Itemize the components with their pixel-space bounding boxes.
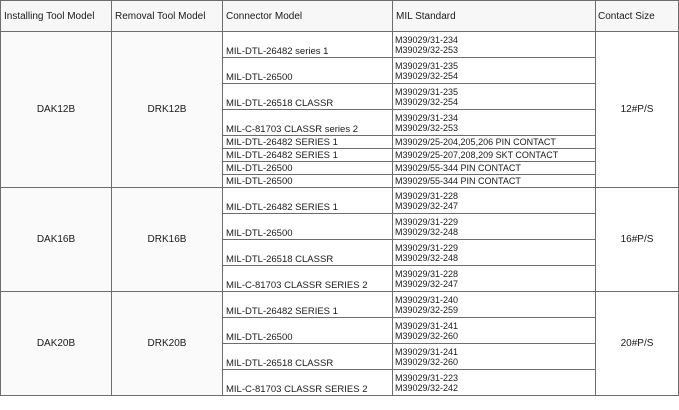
mil-standard-line: M39029/31-241: [395, 320, 459, 331]
mil-standard-cell: [393, 110, 596, 136]
connector-model-cell: MIL-DTL-26518 CLASSR: [223, 84, 393, 110]
mil-standard-line: M39029/55-344 PIN CONTACT: [395, 163, 521, 173]
mil-standard-line: M39029/25-207,208,209 SKT CONTACT: [395, 150, 559, 160]
connector-model-cell: MIL-DTL-26482 SERIES 1: [223, 292, 393, 318]
mil-standard-line: M39029/32-247: [395, 278, 459, 289]
mil-standard-line: M39029/32-254: [395, 96, 459, 107]
connector-model-cell: MIL-DTL-26518 CLASSR: [223, 240, 393, 266]
mil-standard-line: M39029/32-248: [395, 252, 459, 263]
table-row: [1, 292, 679, 318]
mil-standard-cell: [393, 318, 596, 344]
mil-standard-line: M39029/31-235: [395, 60, 459, 71]
mil-standard-line: M39029/32-260: [395, 356, 459, 367]
table-row: [1, 32, 679, 58]
mil-standard-cell: [393, 32, 596, 58]
connector-model-cell: MIL-DTL-26500: [223, 162, 393, 175]
connector-model-cell: MIL-DTL-26518 CLASSR: [223, 344, 393, 370]
mil-standard-line: M39029/31-229: [395, 216, 459, 227]
mil-standard-cell: [393, 136, 596, 149]
mil-standard-line: M39029/31-229: [395, 242, 459, 253]
mil-standard-line: M39029/32-253: [395, 44, 459, 55]
mil-standard-cell: [393, 214, 596, 240]
mil-standard-line: M39029/25-204,205,206 PIN CONTACT: [395, 137, 556, 147]
mil-standard-line: M39029/32-254: [395, 70, 459, 81]
mil-standard-line: M39029/31-228: [395, 190, 459, 201]
mil-standard-line: M39029/31-234: [395, 34, 459, 45]
contact-size: 16#P/S: [596, 188, 679, 292]
mil-standard-line: M39029/31-228: [395, 268, 459, 279]
mil-standard-line: M39029/32-242: [395, 382, 459, 393]
mil-standard-cell: [393, 188, 596, 214]
header-row: [1, 1, 679, 32]
removal-tool-model: DRK16B: [112, 188, 223, 292]
table-row: [1, 188, 679, 214]
table-body: [1, 32, 679, 396]
header-mil-standard: MIL Standard: [393, 1, 596, 32]
mil-standard-cell: [393, 84, 596, 110]
mil-standard-cell: [393, 266, 596, 292]
mil-standard-line: M39029/32-259: [395, 304, 459, 315]
connector-model-cell: MIL-DTL-26500: [223, 214, 393, 240]
mil-standard-cell: [393, 344, 596, 370]
installing-tool-model: DAK12B: [1, 32, 112, 188]
connector-model-cell: MIL-DTL-26500: [223, 318, 393, 344]
removal-tool-model: DRK12B: [112, 32, 223, 188]
connector-model-cell: MIL-DTL-26500: [223, 175, 393, 188]
connector-model-cell: MIL-C-81703 CLASSR series 2: [223, 110, 393, 136]
mil-standard-cell: [393, 292, 596, 318]
mil-standard-line: M39029/31-234: [395, 112, 459, 123]
mil-standard-line: M39029/31-223: [395, 372, 459, 383]
contact-size: 12#P/S: [596, 32, 679, 188]
header-removal-tool: Removal Tool Model: [112, 1, 223, 32]
connector-model-cell: MIL-DTL-26482 SERIES 1: [223, 188, 393, 214]
mil-standard-cell: [393, 149, 596, 162]
removal-tool-model: DRK20B: [112, 292, 223, 396]
connector-model-cell: MIL-C-81703 CLASSR SERIES 2: [223, 266, 393, 292]
mil-standard-line: M39029/32-260: [395, 330, 459, 341]
mil-standard-cell: [393, 175, 596, 188]
connector-model-cell: MIL-DTL-26482 SERIES 1: [223, 149, 393, 162]
connector-model-cell: MIL-C-81703 CLASSR SERIES 2: [223, 370, 393, 396]
header-installing-tool: Installing Tool Model: [1, 1, 112, 32]
mil-standard-cell: [393, 162, 596, 175]
mil-standard-cell: [393, 58, 596, 84]
mil-standard-line: M39029/31-235: [395, 86, 459, 97]
contact-size: 20#P/S: [596, 292, 679, 396]
connector-model-cell: MIL-DTL-26482 SERIES 1: [223, 136, 393, 149]
header-connector-model: Connector Model: [223, 1, 393, 32]
mil-standard-line: M39029/55-344 PIN CONTACT: [395, 176, 521, 186]
mil-standard-line: M39029/31-240: [395, 294, 459, 305]
mil-standard-line: M39029/32-247: [395, 200, 459, 211]
mil-standard-line: M39029/32-253: [395, 122, 459, 133]
header-contact-size: Contact Size: [596, 1, 679, 32]
installing-tool-model: DAK20B: [1, 292, 112, 396]
mil-standard-cell: [393, 240, 596, 266]
mil-standard-line: M39029/31-241: [395, 346, 459, 357]
installing-tool-model: DAK16B: [1, 188, 112, 292]
mil-standard-line: M39029/32-248: [395, 226, 459, 237]
connector-model-cell: MIL-DTL-26482 series 1: [223, 32, 393, 58]
mil-standard-cell: [393, 370, 596, 396]
connector-model-cell: MIL-DTL-26500: [223, 58, 393, 84]
